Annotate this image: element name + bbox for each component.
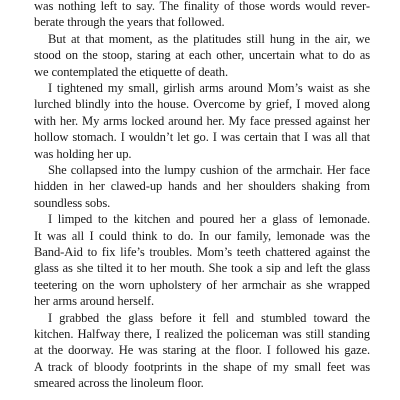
- text-line-21: kitchen. Halfway there, I realized the policeman was still standing: [34, 327, 370, 341]
- text-line-17: glass as she tilted it to her mouth. She took a sip and left the glass: [34, 261, 370, 276]
- text-line-3: But at that moment, as the platitudes still hung in the air, we: [48, 31, 370, 46]
- text-line-24: smeared across the linoleum floor.: [34, 376, 204, 391]
- text-line-10: was holding her up.: [34, 146, 132, 161]
- text-line-2: berate through the years that followed.: [34, 15, 225, 30]
- text-line-8: with her. My arms locked around her. My face pressed against her: [34, 113, 370, 128]
- text-line-15: It was all I could think to do. In our family, lemonade was the: [34, 228, 370, 243]
- text-line-18: teetering on the worn upholstery of her armchair as she wrapped: [34, 277, 370, 292]
- text-line-7: lurched blindly into the house. Overcome by grief, I moved along: [34, 97, 370, 112]
- text-line-1: was nothing left to say. The finality of those words would rever-: [34, 0, 370, 13]
- text-line-22: at the doorway. He was staring at the floor. I followed his gaze.: [34, 343, 370, 358]
- text-line-11: She collapsed into the lumpy cushion of the armchair. Her face: [48, 163, 370, 177]
- text-line-12: hidden in her clawed-up hands and her shoulders shaking from: [34, 179, 370, 194]
- text-line-13: soundless sobs.: [34, 195, 111, 210]
- text-line-9: hollow stomach. I wouldn’t let go. I was certain that I was all that: [34, 130, 370, 145]
- text-line-16: Band-Aid to fix life’s troubles. Mom’s teeth chattered against the: [34, 245, 370, 259]
- text-line-5: we contemplated the etiquette of death.: [34, 64, 229, 79]
- text-line-23: A track of bloody footprints in the shape of my small feet was: [34, 359, 370, 374]
- text-line-6: I tightened my small, girlish arms around Mom’s waist as she: [48, 81, 370, 95]
- text-line-20: I grabbed the glass before it fell and stumbled toward the: [48, 310, 370, 325]
- text-line-4: stood on the stoop, staring at each other, uncertain what to do as: [34, 48, 370, 63]
- text-line-19: her arms around herself.: [34, 294, 154, 309]
- text-line-14: I limped to the kitchen and poured her a glass of lemonade.: [48, 212, 370, 227]
